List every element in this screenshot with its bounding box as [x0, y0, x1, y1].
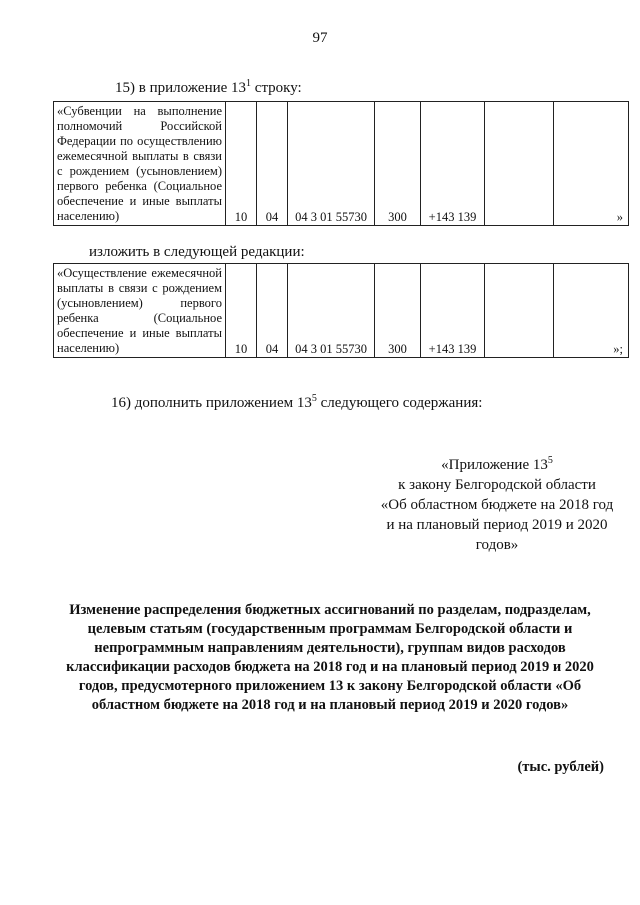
- appendix-line-1: [372, 455, 622, 475]
- item-16-text: [111, 395, 482, 412]
- new-row-expense-type: 300: [375, 264, 421, 358]
- old-row: [54, 102, 629, 226]
- old-row-label: «Субвенции на выполнение полномочий Российской Федерации по осуществлению ежемесячной выплаты в связи с рождением (усыновлением) первого ребенка (Социальное обеспечение и иные выплаты населению): [54, 102, 226, 226]
- old-row-subsection: 04: [257, 102, 288, 226]
- new-row-section: 10: [226, 264, 257, 358]
- new-row-table: [53, 263, 629, 358]
- new-row-amount: +143 139: [421, 264, 485, 358]
- new-row-target-article: 04 3 01 55730: [288, 264, 375, 358]
- new-row: [54, 264, 629, 358]
- old-row-empty-cell: [485, 102, 554, 226]
- old-row-closing: »: [554, 102, 629, 226]
- old-row-amount: +143 139: [421, 102, 485, 226]
- item-16-text-prefix: 16) дополнить приложением 13: [111, 395, 312, 411]
- old-row-section: 10: [226, 102, 257, 226]
- appendix-header: [372, 455, 622, 555]
- item-16-text-suffix: следующего содержания:: [316, 395, 483, 411]
- old-row-expense-type: 300: [375, 102, 421, 226]
- units-label: (тыс. рублей): [517, 759, 604, 775]
- appendix-line-5: годов»: [475, 537, 519, 553]
- new-row-closing: »;: [554, 264, 629, 358]
- new-row-subsection: 04: [257, 264, 288, 358]
- new-row-label: «Осуществление ежемесячной выплаты в связи с рождением (усыновлением) первого ребенка (Социальное обеспечение и иные выплаты населению): [54, 264, 226, 358]
- item-15-intro-text: 15) в приложение 13: [115, 80, 247, 96]
- appendix-line-1-text: «Приложение 13: [441, 457, 548, 473]
- new-row-empty-cell: [485, 264, 554, 358]
- old-row-target-article: 04 3 01 55730: [288, 102, 375, 226]
- replace-instruction: изложить в следующей редакции:: [89, 244, 305, 260]
- appendix-line-2: к закону Белгородской области: [398, 477, 596, 493]
- page-number: 97: [312, 30, 328, 46]
- appendix-line-4: и на плановый период 2019 и 2020: [386, 517, 608, 533]
- old-row-table: [53, 101, 629, 226]
- item-15-intro-superscript: 1: [246, 78, 252, 89]
- appendix-line-3: «Об областном бюджете на 2018 год: [380, 497, 614, 513]
- document-title: Изменение распределения бюджетных ассигнований по разделам, подразделам, целевым статьям (государственным программам Белгородской области и непрограммным направлениям деятельности), группам видов расходов классификации расходов бюджета на 2018 год и на плановый период 2019 и 2020 годов, предусмотерного приложением 13 к закону Белгородской области «Об областном бюджете на 2018 год и на плановый период 2019 и 2020 годов»: [66, 602, 594, 713]
- item-16-superscript: 5: [311, 393, 317, 404]
- appendix-line-1-superscript: 5: [547, 455, 553, 466]
- item-15-intro-suffix: строку:: [251, 80, 302, 96]
- item-15-intro: [115, 80, 302, 97]
